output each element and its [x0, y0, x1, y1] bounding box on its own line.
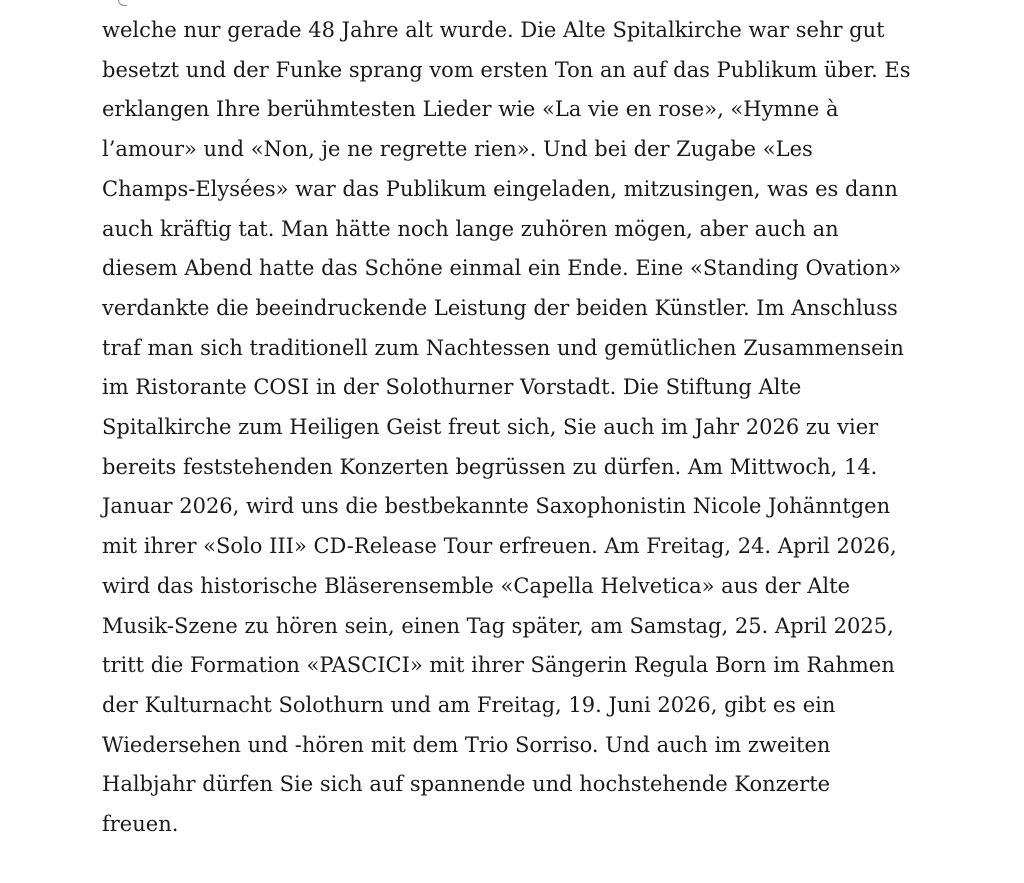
text-line: mit ihrer «Solo III» CD-Release Tour erfreuen. Am Freitag, 24. April 2026, — [102, 534, 897, 559]
text-line: Januar 2026, wird uns die bestbekannte Saxophonistin Nicole Johänntgen — [102, 494, 891, 519]
text-line: freuen. — [102, 812, 179, 837]
text-line: auch kräftig tat. Man hätte noch lange zuhören mögen, aber auch an — [102, 216, 839, 241]
text-line: verdankte die beeindruckende Leistung der beiden Künstler. Im Anschluss — [102, 295, 898, 320]
text-line: traf man sich traditionell zum Nachtessen und gemütlichen Zusammensein — [102, 335, 904, 360]
text-line: Halbjahr dürfen Sie sich auf spannende und hochstehende Konzerte — [102, 772, 831, 797]
text-line: l’amour» und «Non, je ne regrette rien». Und bei der Zugabe «Les — [102, 137, 813, 162]
text-line: bereits feststehenden Konzerten begrüssen zu dürfen. Am Mittwoch, 14. — [102, 454, 878, 479]
text-line: Champs-Elysées» war das Publikum eingeladen, mitzusingen, was es dann — [102, 176, 898, 201]
text-line: Spitalkirche zum Heiligen Geist freut sich, Sie auch im Jahr 2026 zu vier — [102, 415, 879, 440]
text-line: tritt die Formation «PASCICI» mit ihrer Sängerin Regula Born im Rahmen — [102, 653, 895, 678]
cropped-text-fragment — [118, 0, 127, 6]
text-line: erklangen Ihre berühmtesten Lieder wie «La vie en rose», «Hymne à — [102, 97, 839, 122]
text-line: besetzt und der Funke sprang vom ersten Ton an auf das Publikum über. Es — [102, 57, 911, 82]
text-line: wird das historische Bläserensemble «Capella Helvetica» aus der Alte — [102, 573, 851, 598]
text-line: Wiedersehen und -hören mit dem Trio Sorriso. Und auch im zweiten — [102, 732, 831, 757]
text-line: diesem Abend hatte das Schöne einmal ein Ende. Eine «Standing Ovation» — [102, 256, 902, 281]
text-line: im Ristorante COSI in der Solothurner Vorstadt. Die Stiftung Alte — [102, 375, 802, 400]
article-body-text — [102, 11, 962, 845]
text-line: der Kulturnacht Solothurn und am Freitag, 19. Juni 2026, gibt es ein — [102, 692, 836, 717]
text-line: welche nur gerade 48 Jahre alt wurde. Die Alte Spitalkirche war sehr gut — [102, 18, 885, 42]
text-line: Musik-Szene zu hören sein, einen Tag später, am Samstag, 25. April 2025, — [102, 613, 894, 638]
